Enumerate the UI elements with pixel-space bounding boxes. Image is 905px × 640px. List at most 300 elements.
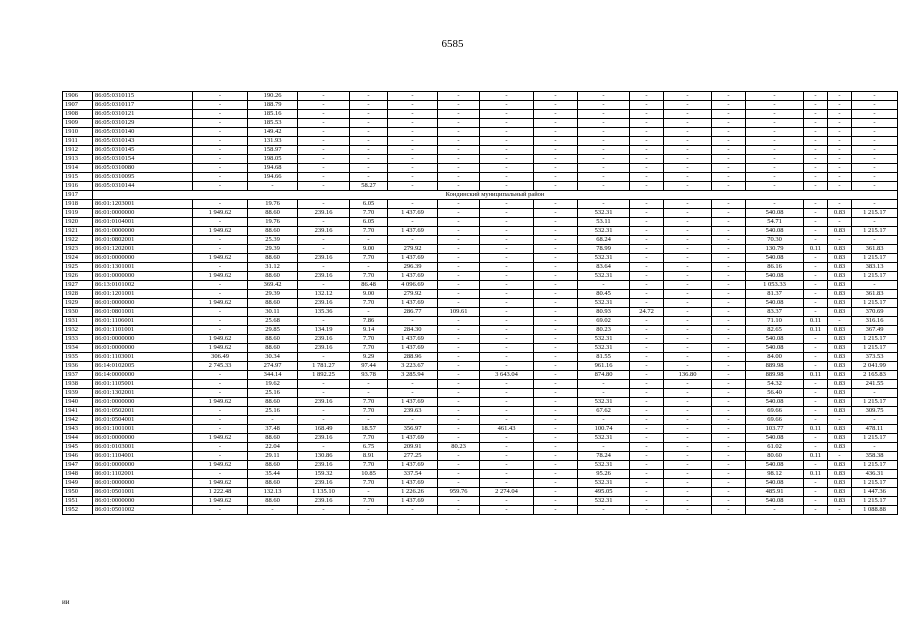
value-cell: - bbox=[480, 137, 534, 146]
footer-mark: ии bbox=[62, 598, 70, 606]
value-cell: - bbox=[804, 263, 828, 272]
value-cell: 0.83 bbox=[828, 344, 852, 353]
value-cell: - bbox=[298, 92, 350, 101]
value-cell: - bbox=[480, 299, 534, 308]
value-cell: - bbox=[438, 353, 480, 362]
value-cell: - bbox=[578, 155, 630, 164]
value-cell: - bbox=[350, 173, 388, 182]
value-cell: - bbox=[712, 452, 746, 461]
value-cell: - bbox=[534, 353, 578, 362]
value-cell: - bbox=[828, 119, 852, 128]
table-row bbox=[63, 281, 898, 290]
table-row bbox=[63, 173, 898, 182]
row-number-cell: 1930 bbox=[63, 308, 93, 317]
value-cell: - bbox=[298, 245, 350, 254]
value-cell: 80.93 bbox=[578, 308, 630, 317]
value-cell: - bbox=[578, 416, 630, 425]
value-cell: 239.16 bbox=[298, 335, 350, 344]
row-number-cell: 1944 bbox=[63, 434, 93, 443]
table-row bbox=[63, 128, 898, 137]
value-cell: 1 222.48 bbox=[193, 488, 248, 497]
value-cell: - bbox=[298, 128, 350, 137]
value-cell: - bbox=[298, 173, 350, 182]
value-cell: 80.60 bbox=[746, 452, 804, 461]
value-cell: - bbox=[534, 137, 578, 146]
value-cell: - bbox=[534, 416, 578, 425]
value-cell: 88.60 bbox=[248, 461, 298, 470]
value-cell: - bbox=[350, 110, 388, 119]
value-cell: - bbox=[852, 110, 898, 119]
value-cell: 81.37 bbox=[746, 290, 804, 299]
value-cell: 3 223.67 bbox=[388, 362, 438, 371]
value-cell: 0.83 bbox=[828, 461, 852, 470]
value-cell: - bbox=[804, 92, 828, 101]
value-cell: - bbox=[828, 92, 852, 101]
value-cell: - bbox=[534, 335, 578, 344]
value-cell: - bbox=[804, 272, 828, 281]
value-cell: 532.31 bbox=[578, 209, 630, 218]
value-cell: - bbox=[664, 146, 712, 155]
value-cell: - bbox=[804, 308, 828, 317]
table-row bbox=[63, 407, 898, 416]
value-cell: - bbox=[534, 479, 578, 488]
value-cell: - bbox=[630, 407, 664, 416]
value-cell: 19.62 bbox=[248, 380, 298, 389]
value-cell: - bbox=[298, 281, 350, 290]
row-number-cell: 1909 bbox=[63, 119, 93, 128]
cadastral-number-cell: 86:01:0000000 bbox=[93, 227, 193, 236]
value-cell: - bbox=[438, 425, 480, 434]
value-cell: - bbox=[664, 407, 712, 416]
table-row bbox=[63, 506, 898, 515]
value-cell: - bbox=[630, 236, 664, 245]
cadastral-number-cell: 86:01:0000000 bbox=[93, 335, 193, 344]
value-cell: - bbox=[804, 290, 828, 299]
value-cell: 0.83 bbox=[828, 425, 852, 434]
value-cell: 56.40 bbox=[746, 389, 804, 398]
value-cell: - bbox=[852, 155, 898, 164]
value-cell: - bbox=[438, 92, 480, 101]
table-row bbox=[63, 434, 898, 443]
value-cell: - bbox=[664, 245, 712, 254]
value-cell: - bbox=[804, 398, 828, 407]
value-cell: - bbox=[828, 452, 852, 461]
value-cell: - bbox=[630, 92, 664, 101]
value-cell: - bbox=[480, 434, 534, 443]
value-cell: 88.60 bbox=[248, 272, 298, 281]
value-cell: 1 437.69 bbox=[388, 479, 438, 488]
value-cell: 7.70 bbox=[350, 461, 388, 470]
value-cell: 0.83 bbox=[828, 389, 852, 398]
value-cell: - bbox=[534, 227, 578, 236]
row-number-cell: 1916 bbox=[63, 182, 93, 191]
value-cell: - bbox=[388, 506, 438, 515]
row-number-cell: 1915 bbox=[63, 173, 93, 182]
value-cell: - bbox=[480, 398, 534, 407]
value-cell: - bbox=[664, 92, 712, 101]
cadastral-number-cell: 86:01:0000000 bbox=[93, 497, 193, 506]
value-cell: 274.97 bbox=[248, 362, 298, 371]
cadastral-number-cell: 86:01:1201001 bbox=[93, 290, 193, 299]
value-cell: 532.31 bbox=[578, 461, 630, 470]
value-cell: - bbox=[193, 110, 248, 119]
value-cell: - bbox=[664, 272, 712, 281]
value-cell: 1 437.69 bbox=[388, 344, 438, 353]
value-cell: 532.31 bbox=[578, 335, 630, 344]
value-cell: - bbox=[480, 317, 534, 326]
value-cell: 1 781.27 bbox=[298, 362, 350, 371]
value-cell: - bbox=[193, 173, 248, 182]
value-cell: - bbox=[480, 164, 534, 173]
value-cell: - bbox=[712, 209, 746, 218]
value-cell: - bbox=[578, 110, 630, 119]
value-cell: - bbox=[630, 209, 664, 218]
value-cell: 97.44 bbox=[350, 362, 388, 371]
value-cell: 284.30 bbox=[388, 326, 438, 335]
table-row bbox=[63, 227, 898, 236]
value-cell: - bbox=[578, 380, 630, 389]
value-cell: - bbox=[350, 416, 388, 425]
value-cell: - bbox=[828, 317, 852, 326]
value-cell: - bbox=[746, 506, 804, 515]
value-cell: - bbox=[664, 110, 712, 119]
value-cell: - bbox=[804, 443, 828, 452]
data-table-wrapper bbox=[62, 91, 898, 515]
value-cell: - bbox=[438, 272, 480, 281]
value-cell: - bbox=[664, 218, 712, 227]
value-cell: - bbox=[480, 497, 534, 506]
row-number-cell: 1938 bbox=[63, 380, 93, 389]
value-cell: - bbox=[804, 389, 828, 398]
value-cell: - bbox=[534, 461, 578, 470]
value-cell: 874.80 bbox=[578, 371, 630, 380]
cadastral-number-cell: 86:01:1101001 bbox=[93, 326, 193, 335]
value-cell: - bbox=[664, 344, 712, 353]
cadastral-number-cell: 86:01:0501001 bbox=[93, 488, 193, 497]
value-cell: - bbox=[438, 317, 480, 326]
value-cell: - bbox=[534, 164, 578, 173]
value-cell: - bbox=[534, 506, 578, 515]
value-cell: 84.00 bbox=[746, 353, 804, 362]
row-number-cell: 1906 bbox=[63, 92, 93, 101]
table-body bbox=[63, 92, 898, 515]
value-cell: 889.98 bbox=[746, 371, 804, 380]
value-cell: - bbox=[388, 173, 438, 182]
value-cell: - bbox=[804, 227, 828, 236]
value-cell: - bbox=[804, 173, 828, 182]
value-cell: - bbox=[630, 452, 664, 461]
value-cell: - bbox=[804, 128, 828, 137]
value-cell: - bbox=[852, 164, 898, 173]
value-cell: 461.43 bbox=[480, 425, 534, 434]
value-cell: - bbox=[298, 380, 350, 389]
value-cell: 540.08 bbox=[746, 254, 804, 263]
value-cell: 18.57 bbox=[350, 425, 388, 434]
cadastral-number-cell: 86:05:0310144 bbox=[93, 182, 193, 191]
value-cell: - bbox=[804, 281, 828, 290]
cadastral-number-cell: 86:01:0000000 bbox=[93, 254, 193, 263]
value-cell: 70.30 bbox=[746, 236, 804, 245]
value-cell: 1 215.17 bbox=[852, 272, 898, 281]
value-cell: - bbox=[438, 416, 480, 425]
value-cell: 7.70 bbox=[350, 497, 388, 506]
value-cell: - bbox=[534, 398, 578, 407]
value-cell: 532.31 bbox=[578, 254, 630, 263]
value-cell: - bbox=[804, 497, 828, 506]
cadastral-number-cell: 86:14:0102005 bbox=[93, 362, 193, 371]
value-cell: - bbox=[578, 281, 630, 290]
value-cell: - bbox=[712, 443, 746, 452]
value-cell: 2 165.83 bbox=[852, 371, 898, 380]
value-cell: 370.69 bbox=[852, 308, 898, 317]
value-cell: 356.97 bbox=[388, 425, 438, 434]
value-cell: - bbox=[534, 182, 578, 191]
table-row bbox=[63, 155, 898, 164]
value-cell: - bbox=[852, 281, 898, 290]
value-cell: 53.11 bbox=[578, 218, 630, 227]
value-cell: 1 949.62 bbox=[193, 479, 248, 488]
value-cell: - bbox=[534, 110, 578, 119]
row-number-cell: 1917 bbox=[63, 191, 93, 200]
value-cell: 0.83 bbox=[828, 245, 852, 254]
row-number-cell: 1951 bbox=[63, 497, 93, 506]
value-cell: 1 215.17 bbox=[852, 497, 898, 506]
value-cell: 29.11 bbox=[248, 452, 298, 461]
value-cell: 7.70 bbox=[350, 335, 388, 344]
value-cell: - bbox=[388, 110, 438, 119]
row-number-cell: 1912 bbox=[63, 146, 93, 155]
value-cell: - bbox=[350, 389, 388, 398]
value-cell: - bbox=[664, 164, 712, 173]
value-cell: - bbox=[828, 416, 852, 425]
value-cell: - bbox=[712, 299, 746, 308]
value-cell: - bbox=[630, 425, 664, 434]
value-cell: - bbox=[480, 362, 534, 371]
value-cell: - bbox=[828, 173, 852, 182]
value-cell: 69.02 bbox=[578, 317, 630, 326]
value-cell: 1 437.69 bbox=[388, 335, 438, 344]
value-cell: - bbox=[438, 398, 480, 407]
value-cell: 239.63 bbox=[388, 407, 438, 416]
row-number-cell: 1936 bbox=[63, 362, 93, 371]
value-cell: - bbox=[828, 101, 852, 110]
value-cell: - bbox=[852, 236, 898, 245]
value-cell: - bbox=[480, 92, 534, 101]
value-cell: 239.16 bbox=[298, 497, 350, 506]
cadastral-number-cell: 86:05:0310154 bbox=[93, 155, 193, 164]
value-cell: - bbox=[480, 479, 534, 488]
cadastral-number-cell: 86:01:0502001 bbox=[93, 407, 193, 416]
value-cell: - bbox=[746, 128, 804, 137]
value-cell: 132.13 bbox=[248, 488, 298, 497]
value-cell: - bbox=[712, 479, 746, 488]
value-cell: - bbox=[388, 92, 438, 101]
value-cell: - bbox=[534, 92, 578, 101]
cadastral-number-cell: 86:05:0310129 bbox=[93, 119, 193, 128]
value-cell: 239.16 bbox=[298, 299, 350, 308]
value-cell: - bbox=[664, 137, 712, 146]
value-cell: - bbox=[804, 236, 828, 245]
value-cell: - bbox=[804, 110, 828, 119]
value-cell: 540.08 bbox=[746, 434, 804, 443]
value-cell: 88.60 bbox=[248, 344, 298, 353]
value-cell: - bbox=[712, 290, 746, 299]
value-cell: 1 437.69 bbox=[388, 227, 438, 236]
row-number-cell: 1934 bbox=[63, 344, 93, 353]
row-number-cell: 1942 bbox=[63, 416, 93, 425]
value-cell: - bbox=[630, 299, 664, 308]
value-cell: 367.49 bbox=[852, 326, 898, 335]
value-cell: 532.31 bbox=[578, 434, 630, 443]
value-cell: - bbox=[630, 488, 664, 497]
value-cell: 241.55 bbox=[852, 380, 898, 389]
table-row bbox=[63, 308, 898, 317]
value-cell: 30.11 bbox=[248, 308, 298, 317]
value-cell: 81.55 bbox=[578, 353, 630, 362]
value-cell: - bbox=[746, 173, 804, 182]
value-cell: - bbox=[712, 173, 746, 182]
value-cell: 3 643.04 bbox=[480, 371, 534, 380]
value-cell: - bbox=[298, 353, 350, 362]
value-cell: 1 949.62 bbox=[193, 209, 248, 218]
value-cell: - bbox=[804, 344, 828, 353]
table-row bbox=[63, 344, 898, 353]
value-cell: 9.14 bbox=[350, 326, 388, 335]
value-cell: 239.16 bbox=[298, 344, 350, 353]
value-cell: 478.11 bbox=[852, 425, 898, 434]
value-cell: 1 949.62 bbox=[193, 272, 248, 281]
value-cell: - bbox=[480, 101, 534, 110]
value-cell: 1 437.69 bbox=[388, 398, 438, 407]
value-cell: 83.64 bbox=[578, 263, 630, 272]
value-cell: 239.16 bbox=[298, 272, 350, 281]
value-cell: - bbox=[712, 272, 746, 281]
value-cell: - bbox=[828, 182, 852, 191]
value-cell: 190.26 bbox=[248, 92, 298, 101]
value-cell: - bbox=[534, 128, 578, 137]
value-cell: - bbox=[712, 236, 746, 245]
table-row bbox=[63, 272, 898, 281]
value-cell: 532.31 bbox=[578, 227, 630, 236]
value-cell: - bbox=[630, 146, 664, 155]
value-cell: - bbox=[193, 506, 248, 515]
row-number-cell: 1907 bbox=[63, 101, 93, 110]
value-cell: - bbox=[438, 101, 480, 110]
value-cell: 1 215.17 bbox=[852, 299, 898, 308]
value-cell: 7.70 bbox=[350, 209, 388, 218]
value-cell: 373.53 bbox=[852, 353, 898, 362]
value-cell: - bbox=[388, 146, 438, 155]
value-cell: 540.08 bbox=[746, 272, 804, 281]
value-cell: - bbox=[804, 362, 828, 371]
value-cell: 0.83 bbox=[828, 272, 852, 281]
value-cell: - bbox=[712, 380, 746, 389]
value-cell: 0.11 bbox=[804, 452, 828, 461]
value-cell: - bbox=[664, 299, 712, 308]
value-cell: - bbox=[298, 137, 350, 146]
value-cell: - bbox=[438, 434, 480, 443]
value-cell: - bbox=[480, 335, 534, 344]
value-cell: 95.26 bbox=[578, 470, 630, 479]
value-cell: - bbox=[193, 281, 248, 290]
value-cell: 58.27 bbox=[350, 182, 388, 191]
value-cell: 0.83 bbox=[828, 353, 852, 362]
value-cell: - bbox=[298, 218, 350, 227]
value-cell: - bbox=[630, 110, 664, 119]
value-cell: - bbox=[630, 362, 664, 371]
value-cell: 1 215.17 bbox=[852, 227, 898, 236]
value-cell: 185.53 bbox=[248, 119, 298, 128]
value-cell: - bbox=[828, 155, 852, 164]
value-cell: 82.65 bbox=[746, 326, 804, 335]
value-cell: - bbox=[712, 434, 746, 443]
value-cell: - bbox=[193, 380, 248, 389]
value-cell: - bbox=[438, 173, 480, 182]
value-cell: - bbox=[438, 200, 480, 209]
value-cell: - bbox=[630, 371, 664, 380]
value-cell: - bbox=[438, 236, 480, 245]
value-cell: - bbox=[438, 470, 480, 479]
value-cell: - bbox=[480, 119, 534, 128]
value-cell: 54.71 bbox=[746, 218, 804, 227]
value-cell: 1 053.33 bbox=[746, 281, 804, 290]
cadastral-number-cell: 86:01:0000000 bbox=[93, 272, 193, 281]
table-row bbox=[63, 299, 898, 308]
value-cell: - bbox=[664, 200, 712, 209]
value-cell: - bbox=[664, 506, 712, 515]
value-cell: - bbox=[630, 326, 664, 335]
table-row bbox=[63, 416, 898, 425]
value-cell: 0.11 bbox=[804, 371, 828, 380]
value-cell: - bbox=[350, 488, 388, 497]
value-cell: - bbox=[534, 290, 578, 299]
value-cell: - bbox=[712, 128, 746, 137]
value-cell: - bbox=[388, 182, 438, 191]
row-number-cell: 1910 bbox=[63, 128, 93, 137]
value-cell: 0.83 bbox=[828, 443, 852, 452]
value-cell: 7.70 bbox=[350, 254, 388, 263]
value-cell: - bbox=[630, 137, 664, 146]
value-cell: 532.31 bbox=[578, 272, 630, 281]
value-cell: - bbox=[664, 326, 712, 335]
value-cell: - bbox=[534, 272, 578, 281]
value-cell: - bbox=[480, 110, 534, 119]
value-cell: - bbox=[664, 362, 712, 371]
value-cell: - bbox=[480, 389, 534, 398]
value-cell: - bbox=[852, 182, 898, 191]
value-cell: - bbox=[630, 317, 664, 326]
value-cell: - bbox=[480, 452, 534, 461]
cadastral-number-cell: 86:01:0000000 bbox=[93, 461, 193, 470]
value-cell: - bbox=[664, 290, 712, 299]
value-cell: 0.83 bbox=[828, 488, 852, 497]
value-cell: - bbox=[298, 389, 350, 398]
value-cell: - bbox=[664, 425, 712, 434]
table-row bbox=[63, 461, 898, 470]
value-cell: 1 226.26 bbox=[388, 488, 438, 497]
page-number: 6585 bbox=[441, 38, 464, 50]
value-cell: - bbox=[438, 209, 480, 218]
value-cell: 130.86 bbox=[298, 452, 350, 461]
value-cell: - bbox=[534, 488, 578, 497]
cadastral-number-cell: 86:01:0501002 bbox=[93, 506, 193, 515]
value-cell: - bbox=[298, 407, 350, 416]
value-cell: - bbox=[630, 101, 664, 110]
value-cell: - bbox=[480, 461, 534, 470]
value-cell: 279.92 bbox=[388, 290, 438, 299]
value-cell: 68.24 bbox=[578, 236, 630, 245]
value-cell: 296.39 bbox=[388, 263, 438, 272]
